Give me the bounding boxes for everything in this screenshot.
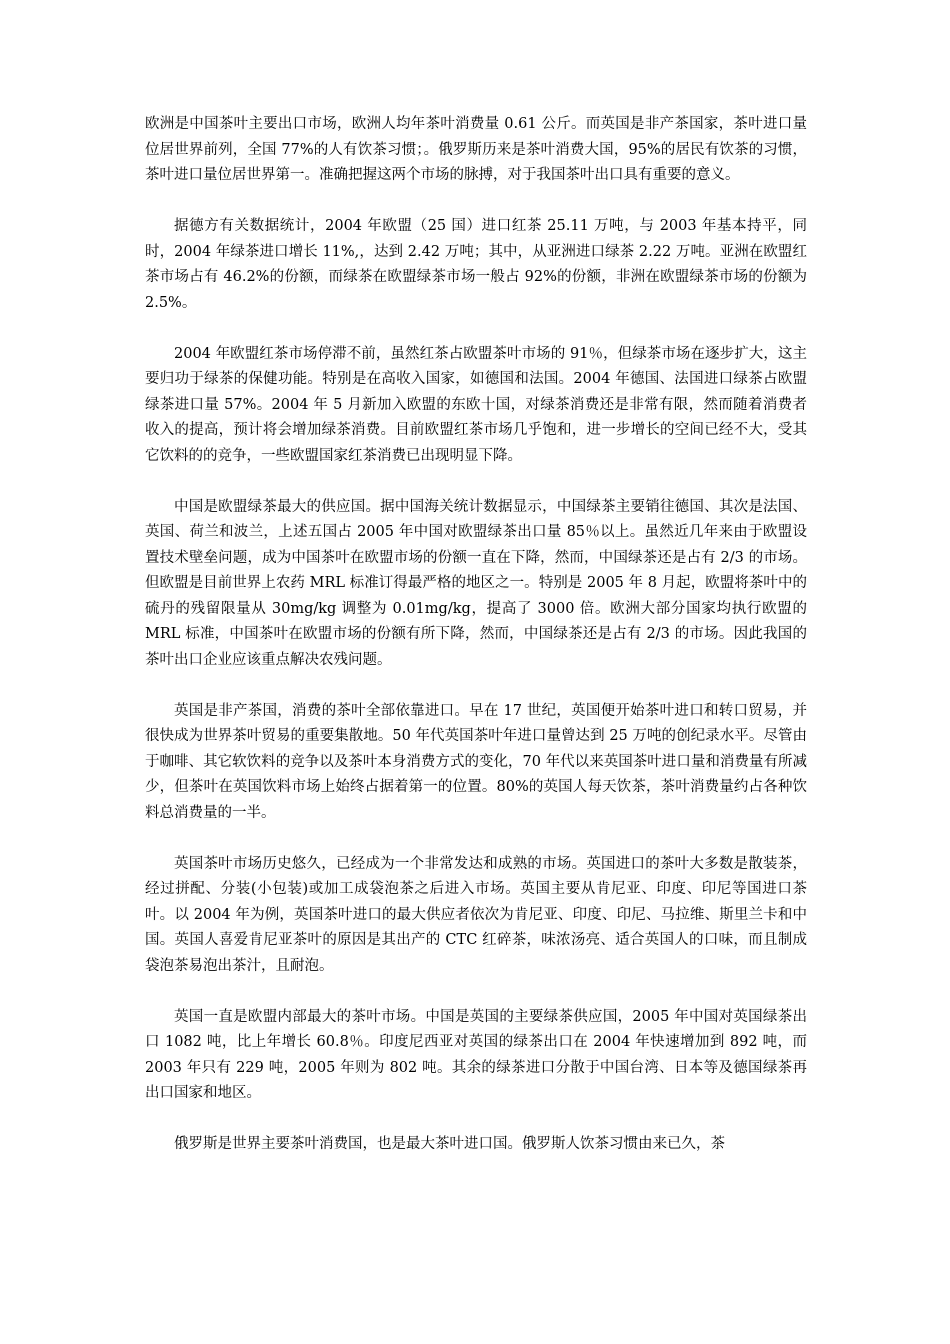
paragraph-europe-market: 欧洲是中国茶叶主要出口市场，欧洲人均年茶叶消费量 0.61 公斤。而英国是非产茶国家，茶叶进口量位居世界前列，全国 77%的人有饮茶习惯；。俄罗斯历来是茶叶消费大国，95%的居民有饮茶的习惯，茶叶进口量位居世界第一。准确把握这两个市场的脉搏，对于我国茶叶出口具有重要的意义。 xyxy=(145,116,807,183)
document-page xyxy=(145,112,812,1183)
paragraph-russia: 俄罗斯是世界主要茶叶消费国，也是最大茶叶进口国。俄罗斯人饮茶习惯由来已久，茶 xyxy=(174,1136,725,1152)
paragraph-china-supplier: 中国是欧盟绿茶最大的供应国。据中国海关统计数据显示，中国绿茶主要销往德国、其次是法国、英国、荷兰和波兰，上述五国占 2005 年中国对欧盟绿茶出口量 85％以上。虽然近几年来由于欧盟设置技术壁垒问题，成为中国茶叶在欧盟市场的份额一直在下降，然而，中国绿茶还是占有 2/3 的市场。但欧盟是目前世界上农药 MRL 标准订得最严格的地区之一。特别是 2005 年 8 月起，欧盟将茶叶中的硫丹的残留限量从 30mg/kg 调整为 0.01mg/kg，提高了 3000 倍。欧洲大部分国家均执行欧盟的 MRL 标准，中国茶叶在欧盟市场的份额有所下降，然而，中国绿茶还是占有 2/3 的市场。因此我国的茶叶出口企业应该重点解决农残问题。 xyxy=(145,498,812,668)
paragraph-uk-green-tea: 英国一直是欧盟内部最大的茶叶市场。中国是英国的主要绿茶供应国，2005 年中国对英国绿茶出口 1082 吨，比上年增长 60.8％。印度尼西亚对英国的绿茶出口在 2004 年快速增加到 892 吨，而 2003 年只有 229 吨，2005 年则为 802 吨。其余的绿茶进口分散于中国台湾、日本等及德国绿茶再出口国家和地区。 xyxy=(145,1008,812,1101)
paragraph-uk-market-history: 英国茶叶市场历史悠久，已经成为一个非常发达和成熟的市场。英国进口的茶叶大多数是散装茶，经过拼配、分装(小包装)或加工成袋泡茶之后进入市场。英国主要从肯尼亚、印度、印尼等国进口茶叶。以 2004 年为例，英国茶叶进口的最大供应者依次为肯尼亚、印度、印尼、马拉维、斯里兰卡和中国。英国人喜爱肯尼亚茶叶的原因是其出产的 CTC 红碎茶，味浓汤亮、适合英国人的口味，而且制成袋泡茶易泡出茶汁，且耐泡。 xyxy=(145,855,807,974)
paragraph-uk-import: 英国是非产茶国，消费的茶叶全部依靠进口。早在 17 世纪，英国便开始茶叶进口和转口贸易，并很快成为世界茶叶贸易的重要集散地。50 年代英国茶叶年进口量曾达到 25 万吨的创纪录水平。尽管由于咖啡、其它软饮料的竞争以及茶叶本身消费方式的变化，70 年代以来英国茶叶进口量和消费量有所减少，但茶叶在英国饮料市场上始终占据着第一的位置。80%的英国人每天饮茶，茶叶消费量约占各种饮料总消费量的一半。 xyxy=(145,702,807,821)
paragraph-eu-black-tea-market: 2004 年欧盟红茶市场停滞不前，虽然红茶占欧盟茶叶市场的 91％，但绿茶市场在逐步扩大，这主要归功于绿茶的保健功能。特别是在高收入国家，如德国和法国。2004 年德国、法国进口绿茶占欧盟绿茶进口量 57%。2004 年 5 月新加入欧盟的东欧十国，对绿茶消费还是非常有限，然而随着消费者收入的提高，预计将会增加绿茶消费。目前欧盟红茶市场几乎饱和，进一步增长的空间已经不大，受其它饮料的的竞争，一些欧盟国家红茶消费已出现明显下降。 xyxy=(145,345,807,464)
paragraph-eu-import-stats: 据德方有关数据统计，2004 年欧盟（25 国）进口红茶 25.11 万吨，与 2003 年基本持平，同时，2004 年绿茶进口增长 11%,，达到 2.42 万吨；其中，从亚洲进口绿茶 2.22 万吨。亚洲在欧盟红茶市场占有 46.2%的份额，而绿茶在欧盟绿茶市场一般占 92%的份额，非洲在欧盟绿茶市场的份额为 2.5%。 xyxy=(145,218,812,311)
